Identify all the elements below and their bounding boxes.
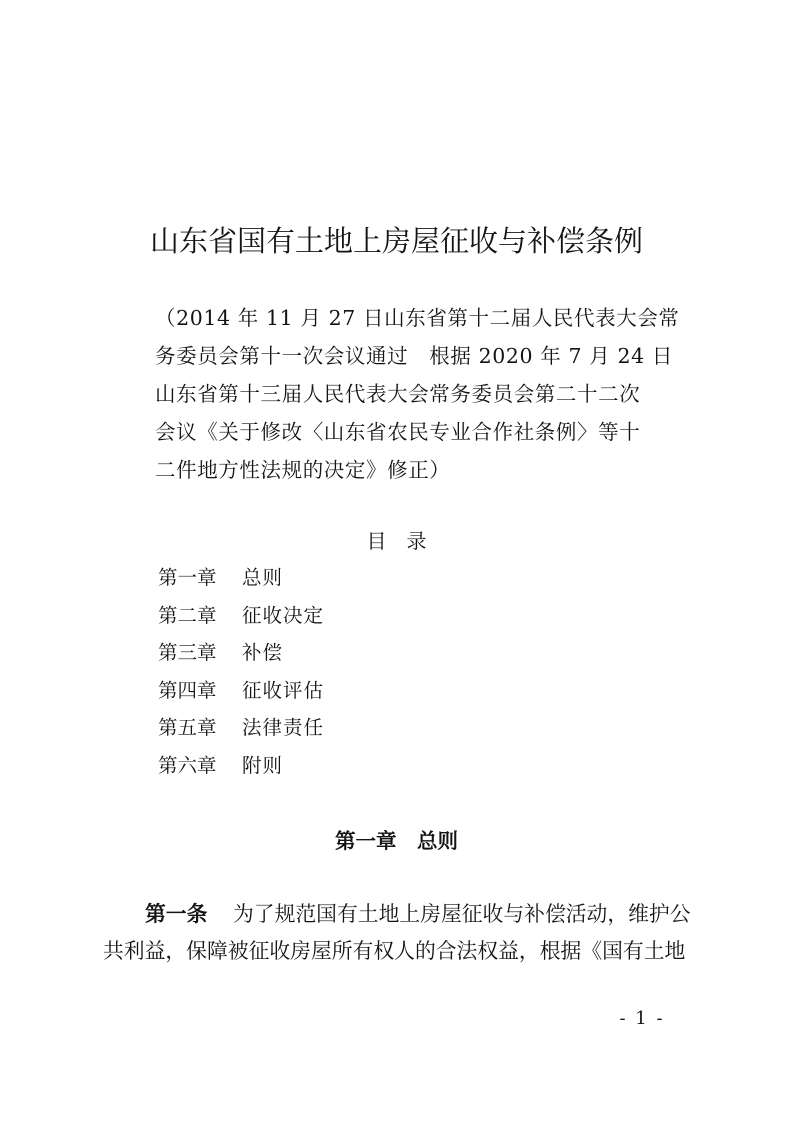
- toc-chapter-number: 第六章: [158, 753, 217, 777]
- toc-chapter-title: 总则: [242, 566, 284, 589]
- document-title: 山东省国有土地上房屋征收与补偿条例: [149, 224, 643, 258]
- preamble-line: 会议《关于修改〈山东省农民专业合作社条例〉等十: [155, 420, 641, 444]
- preamble-line: 务委员会第十一次会议通过 根据 2020 年 7 月 24 日: [155, 344, 673, 368]
- toc-chapter-title: 附则: [242, 753, 284, 777]
- toc-chapter-number: 第四章: [158, 678, 217, 702]
- article-paragraph: [103, 896, 703, 970]
- chapter-heading: 第一章 总则: [335, 829, 458, 853]
- preamble: [155, 299, 715, 489]
- toc-item: [158, 709, 578, 747]
- toc-chapter-number: 第一章: [158, 566, 217, 589]
- article-text-line: 为了规范国有土地上房屋征收与补偿活动，维护公: [233, 902, 691, 926]
- toc-chapter-title: 征收决定: [242, 603, 325, 627]
- preamble-line: 山东省第十三届人民代表大会常务委员会第二十二次: [155, 382, 641, 406]
- toc-chapter-number: 第二章: [158, 603, 217, 627]
- preamble-line: 二件地方性法规的决定》修正）: [155, 458, 451, 482]
- article-label: 第一条: [145, 902, 208, 926]
- toc-item: [158, 559, 578, 597]
- article-row: [103, 896, 703, 933]
- toc-chapter-title: 法律责任: [242, 716, 325, 740]
- toc-item: [158, 672, 578, 710]
- toc-chapter-number: 第五章: [158, 716, 217, 740]
- preamble-line: （2014 年 11 月 27 日山东省第十二届人民代表大会常: [155, 306, 680, 330]
- page-number: - 1 -: [619, 1008, 665, 1029]
- toc-chapter-number: 第三章: [158, 641, 217, 665]
- toc-chapter-title: 征收评估: [242, 678, 325, 702]
- toc-chapter-title: 补偿: [242, 641, 284, 665]
- table-of-contents: [158, 559, 578, 785]
- toc-item: [158, 634, 578, 672]
- toc-heading: 目 录: [366, 529, 427, 553]
- article-row: [103, 933, 703, 970]
- article-text-line: 共利益，保障被征收房屋所有权人的合法权益，根据《国有土地: [103, 939, 686, 963]
- toc-item: [158, 597, 578, 635]
- toc-item: [158, 747, 578, 785]
